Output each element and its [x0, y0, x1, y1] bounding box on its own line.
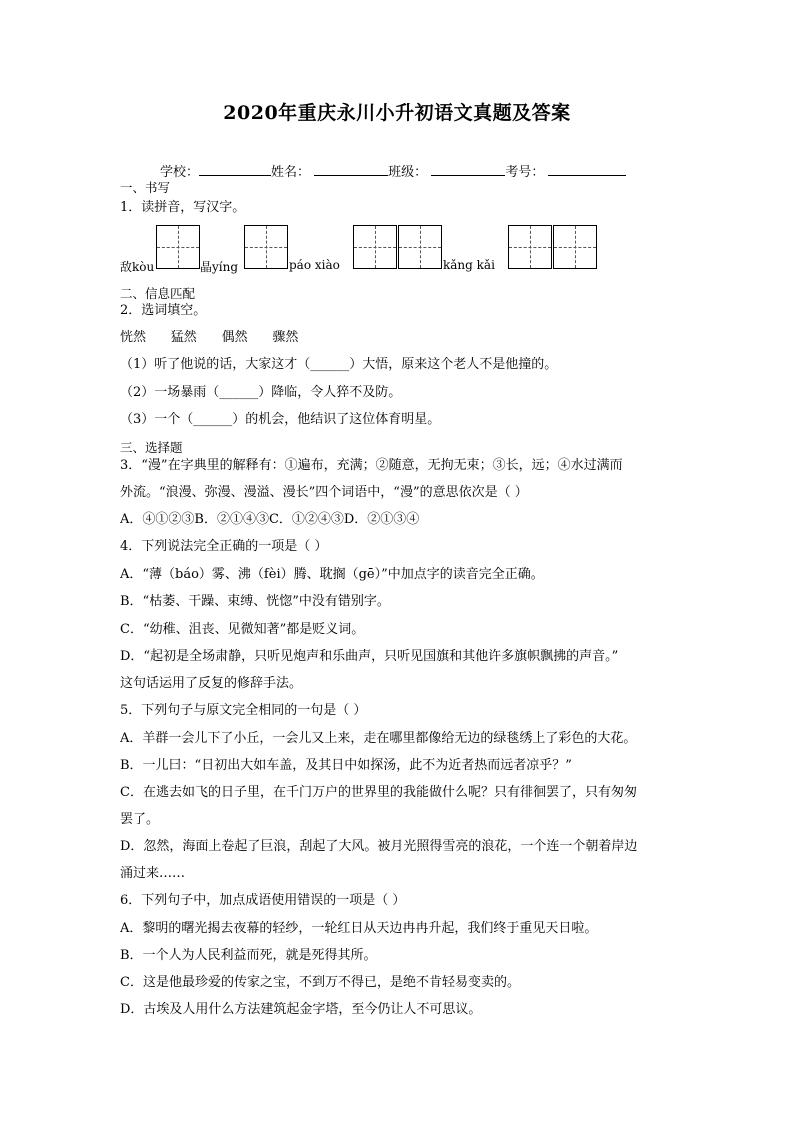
school-label: 学校：	[160, 165, 200, 180]
question-6-option-c: C．这是他最珍爱的传家之宝，不到万不得已，是绝不肯轻易变卖的。	[120, 975, 520, 990]
pinyin-paoxiao: páo xiào	[289, 258, 340, 272]
question-4-option-c: C．“幼稚、沮丧、见微知著”都是贬义词。	[120, 622, 365, 637]
number-blank[interactable]	[548, 162, 626, 176]
question-4-option-d-line-2: 这句话运用了反复的修辞手法。	[120, 676, 303, 691]
writing-grid[interactable]	[508, 225, 552, 269]
word-bank: 恍然 猛然 偶然 骤然	[120, 330, 299, 345]
pinyin-jingying: 晶yíng	[200, 260, 239, 274]
writing-grid[interactable]	[353, 225, 397, 269]
question-6-option-b: B．一个人为人民利益而死，就是死得其所。	[120, 948, 377, 963]
question-6-option-a: A．黎明的曙光揭去夜幕的轻纱，一轮红日从天边冉冉升起，我们终于重见天日啦。	[120, 921, 598, 936]
question-5-option-c-line-2: 罢了。	[120, 812, 160, 827]
student-info-line	[160, 161, 626, 180]
question-3-line-2: 外流。“浪漫、弥漫、漫溢、漫长”四个词语中，“漫”的意思依次是（ ）	[120, 485, 528, 500]
class-label: 班级：	[388, 165, 428, 180]
fill-sentence-1: （1）听了他说的话，大家这才（______）大悟，原来这个老人不是他撞的。	[120, 357, 558, 372]
question-3-line-1: 3．“漫”在字典里的解释有：①遍布，充满；②随意，无拘无束；③长，远；④水过满而	[120, 458, 623, 473]
question-5-option-d-line-1: D．忽然，海面上卷起了巨浪，刮起了大风。被月光照得雪亮的浪花，一个连一个朝着岸边	[120, 839, 638, 854]
question-6-stem: 6．下列句子中，加点成语使用错误的一项是（ ）	[120, 893, 406, 908]
class-blank[interactable]	[431, 162, 505, 176]
question-3-options: A．④①②③B．②①④③C．①②④③D．②①③④	[120, 512, 420, 527]
number-label: 考号：	[505, 165, 545, 180]
writing-grid[interactable]	[156, 225, 200, 269]
question-5-option-a: A．羊群一会儿下了小丘，一会儿又上来，走在哪里都像给无边的绿毯绣上了彩色的大花。	[120, 731, 637, 746]
question-5-stem: 5．下列句子与原文完全相同的一句是（ ）	[120, 703, 367, 718]
pinyin-kangkai: kǎng kǎi	[443, 258, 495, 272]
question-4-stem: 4．下列说法完全正确的一项是（ ）	[120, 539, 328, 554]
name-blank[interactable]	[314, 162, 388, 176]
name-label: 姓名：	[271, 165, 311, 180]
question-4-option-d-line-1: D．“起初是全场肃静，只听见炮声和乐曲声，只听见国旗和其他许多旗帜飘拂的声音。”	[120, 649, 619, 664]
writing-grid[interactable]	[244, 225, 288, 269]
question-5-option-d-line-2: 涌过来……	[120, 866, 186, 881]
question-6-option-d: D．古埃及人用什么方法建筑起金字塔，至今仍让人不可思议。	[120, 1002, 482, 1017]
question-2-stem: 2．选词填空。	[120, 303, 207, 318]
school-blank[interactable]	[199, 162, 271, 176]
fill-sentence-3: （3）一个（______）的机会，他结识了这位体育明星。	[120, 412, 441, 427]
section-heading-2: 二、信息匹配	[120, 286, 196, 301]
question-5-option-c-line-1: C．在逃去如飞的日子里，在千门万户的世界里的我能做什么呢？只有徘徊罢了，只有匆匆	[120, 785, 637, 800]
question-1-stem: 1．读拼音，写汉字。	[120, 200, 246, 215]
question-4-option-a: A．“薄（báo）雾、沸（fèi）腾、耽搁（gē）”中加点字的读音完全正确。	[120, 567, 544, 582]
section-heading-1: 一、书写	[120, 180, 171, 195]
fill-sentence-2: （2）一场暴雨（______）降临，令人猝不及防。	[120, 385, 402, 400]
pinyin-dikou: 敌kòu	[120, 260, 155, 274]
section-heading-3: 三、选择题	[120, 440, 183, 455]
page-title: 2020年重庆永川小升初语文真题及答案	[223, 102, 571, 124]
writing-grid[interactable]	[398, 225, 442, 269]
writing-grid[interactable]	[553, 225, 597, 269]
question-5-option-b: B．一儿曰：“日初出大如车盖，及其日中如探汤，此不为近者热而远者凉乎？”	[120, 758, 572, 773]
question-4-option-b: B．“枯萎、干躁、束缚、恍惚”中没有错别字。	[120, 594, 390, 609]
